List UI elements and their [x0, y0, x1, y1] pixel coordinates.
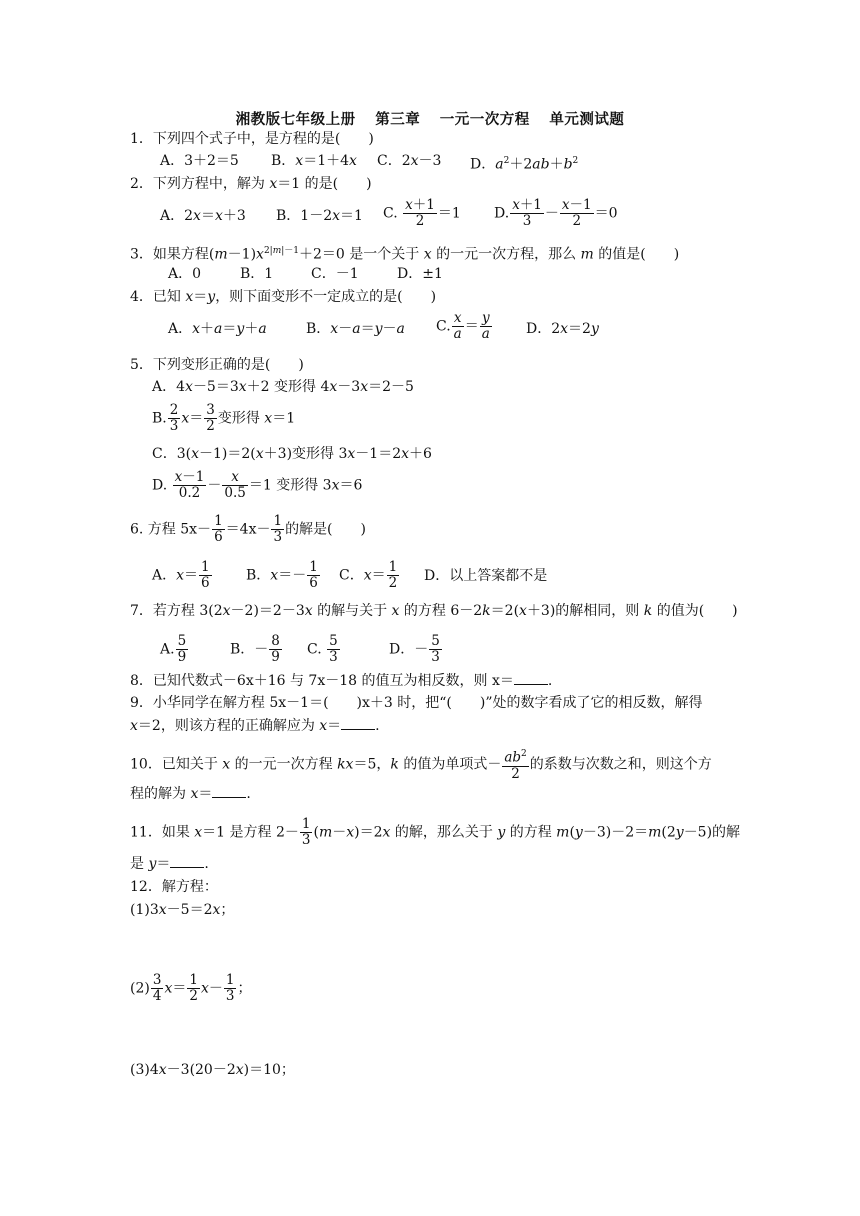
q6-option-c: C．x＝ $\frac{1}{2}$ [339, 559, 398, 591]
answer-blank[interactable] [170, 855, 204, 868]
q3-option-c: C．－1 [311, 266, 359, 282]
q6-option-d: D．以上答案都不是 [424, 568, 548, 584]
q3-option-d: D．±1 [397, 266, 443, 282]
question-1-stem: 1．下列四个式子中，是方程的是( ) [130, 131, 374, 147]
q1-option-d: D．$a^2+2ab+b^2$ [470, 156, 579, 173]
question-9-line-2: x＝2，则该方程的正确解应为 x＝ . [130, 718, 380, 734]
question-5-stem: 5．下列变形正确的是( ) [130, 357, 304, 373]
q7-option-b: B．－ $\frac{8}{9}$ [230, 633, 280, 665]
q2-option-d: D. $\frac{x+1}{3}$ － $\frac{x-1}{2}$ ＝0 [494, 197, 618, 229]
question-3-stem: 3．如果方程$(m-1)x^{2|m|-1}+2=0$ 是一个关于 x 的一元一次方程，那么 m 的值是( ) [130, 246, 680, 263]
q2-option-a: A．2x＝x＋3 [160, 208, 246, 224]
question-8: 8．已知代数式－6x＋16 与 7x－18 的值互为相反数，则 x＝ . [130, 673, 553, 689]
question-12-stem: 12．解方程： [130, 879, 218, 895]
q7-option-d: D．－ $\frac{5}{3}$ [389, 633, 440, 665]
q4-option-a: A．x＋a＝y＋a [168, 321, 267, 337]
q5-option-c: C．3(x－1)＝2(x＋3)变形得 3x－1＝2x＋6 [152, 446, 432, 462]
q7-option-a: A. $\frac{5}{9}$ [160, 633, 187, 665]
answer-blank[interactable] [514, 672, 548, 685]
q12-part-2: (2) $\frac{3}{4}$ x＝ $\frac{1}{2}$ x－ $\frac{1}{3}$ ； [130, 972, 252, 1004]
question-4-stem: 4．已知 x＝y，则下面变形不一定成立的是( ) [130, 289, 437, 305]
question-2-stem: 2．下列方程中，解为 x＝1 的是( ) [130, 176, 372, 192]
question-10-line-1: 10．已知关于 x 的一元一次方程 kx＝5，k 的值为单项式－ $\frac{ab^2}{2}$ 的系数与次数之和，则这个方 [130, 749, 712, 782]
q5-option-a: A．4x－5＝3x＋2 变形得 4x－3x＝2－5 [152, 379, 414, 395]
q3-option-b: B．1 [240, 266, 274, 282]
q6-option-a: A．x＝ $\frac{1}{6}$ [152, 559, 210, 591]
q12-part-1: (1)3x－5＝2x； [130, 902, 235, 918]
answer-blank[interactable] [212, 785, 246, 798]
answer-blank[interactable] [341, 717, 375, 730]
question-6-stem: 6. 方程 5x－ $\frac{1}{6}$ ＝4x－ $\frac{1}{3}$ 的解是( ) [130, 513, 366, 545]
q7-option-c: C. $\frac{5}{3}$ [307, 633, 338, 665]
q5-option-d: D. $\frac{x-1}{0.2}$ － $\frac{x}{0.5}$ ＝1 变形得 3x＝6 [152, 469, 363, 501]
q1-option-a: A．3＋2＝5 [160, 153, 239, 169]
q4-option-d: D．2x＝2y [526, 321, 599, 337]
question-7-stem: 7．若方程 3(2x－2)＝2－3x 的解与关于 x 的方程 6－2k＝2(x＋3)的解相同，则 k 的值为( ) [130, 603, 738, 619]
q6-option-b: B．x＝－ $\frac{1}{6}$ [246, 559, 318, 591]
q4-option-c: C. $\frac{x}{a}$ ＝ $\frac{y}{a}$ [436, 310, 490, 342]
question-9-line-1: 9．小华同学在解方程 5x－1＝( )x＋3 时，把“( )”处的数字看成了它的相反数，解得 [130, 695, 703, 711]
q1-option-c: C．2x－3 [377, 153, 442, 169]
page-title: 湘教版七年级上册 第三章 一元一次方程 单元测试题 [235, 111, 625, 128]
q3-option-a: A．0 [168, 266, 202, 282]
q2-option-c: C. $\frac{x+1}{2}$ ＝1 [383, 197, 461, 229]
q5-option-b: B. $\frac{2}{3}$ x＝ $\frac{3}{2}$ 变形得 x＝1 [152, 402, 296, 434]
q12-part-3: (3)4x－3(20－2x)＝10； [130, 1062, 295, 1078]
question-11-line-2: 是 y＝ . [130, 856, 209, 872]
question-11-line-1: 11．如果 x＝1 是方程 2－ $\frac{1}{3}$ (m－x)＝2x 的解，那么关于 y 的方程 m(y－3)－2＝m(2y－5)的解 [130, 816, 741, 848]
q2-option-b: B．1－2x＝1 [276, 208, 363, 224]
q4-option-b: B．x－a＝y－a [306, 321, 405, 337]
q1-option-b: B．x＝1＋4x [271, 153, 357, 169]
question-10-line-2: 程的解为 x＝ . [130, 786, 251, 802]
